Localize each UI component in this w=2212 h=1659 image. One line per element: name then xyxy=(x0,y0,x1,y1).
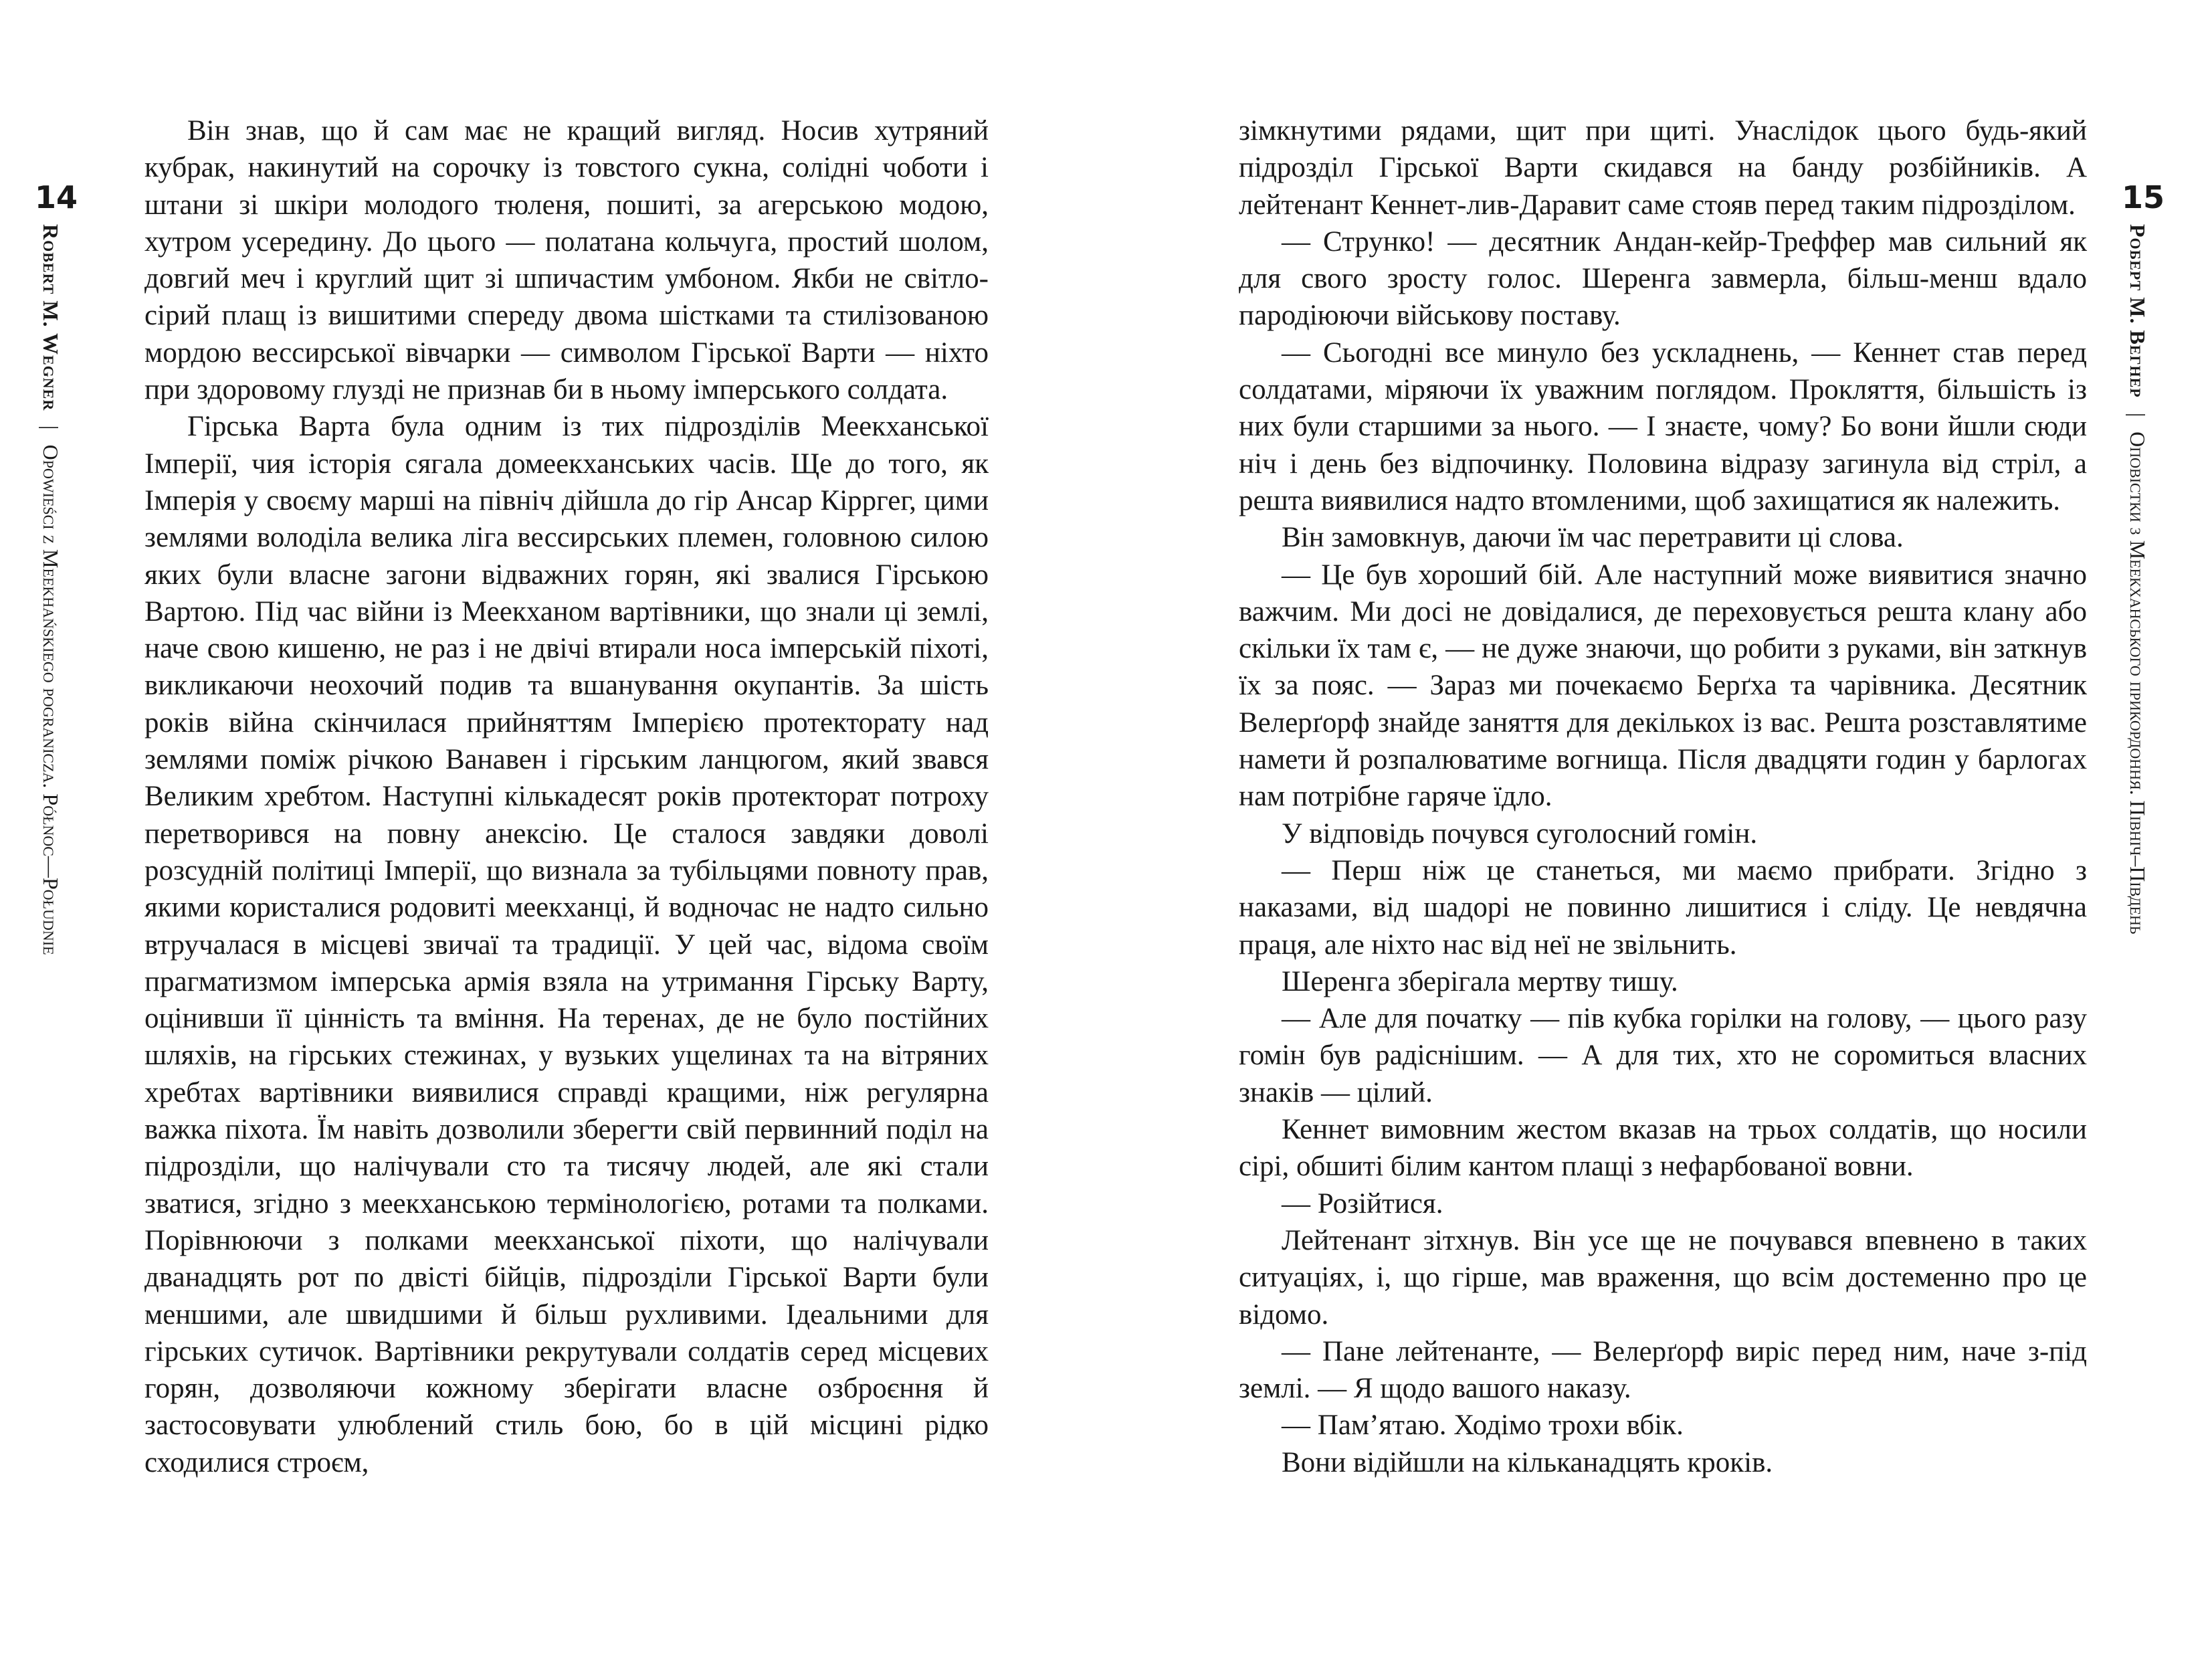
paragraph: — Але для початку — пів кубка горілки на голову, — цього разу гомін був радіснішим. — А для тих, хто не соромиться власних знаків — цілий. xyxy=(1239,1003,2087,1108)
paragraph: — Струнко! — десятник Андан-кейр-Треффер мав сильний як для свого зросту голос. Шеренга завмерла, більш-менш вдало пародіюючи військову поставу. xyxy=(1239,225,2087,332)
running-head-author: Роберт М. Вегнер xyxy=(2126,224,2150,398)
paragraph: У відповідь почувся суголосний гомін. xyxy=(1282,817,1758,850)
running-head-title: Opowieści z Meekhańskiego pogranicza. Północ—Południe xyxy=(39,444,63,955)
paragraph: Шеренга зберігала мертву тишу. xyxy=(1282,965,1678,997)
running-head-author: Robert M. Wegner xyxy=(39,224,63,411)
right-page xyxy=(1106,0,2212,1659)
paragraph-continued: зімкнутими рядами, щит при щиті. Унаслідок цього будь-який підрозділ Гірської Варти скидався на банду розбійників. А лейтенант Кеннет-лив-Даравит саме стояв перед таким підрозділом. xyxy=(1239,115,2087,221)
paragraph: Лейтенант зітхнув. Він усе ще не почувався впевнено в таких ситуаціях, і, що гірше, мав враження, що всім достеменно про це відомо. xyxy=(1239,1224,2087,1331)
paragraph: Він замовкнув, даючи їм час перетравити ці слова. xyxy=(1282,522,1904,554)
paragraph: — Пане лейтенанте, — Велерґорф виріс перед ним, наче з-під землі. — Я щодо вашого наказу. xyxy=(1239,1335,2087,1405)
running-head-separator: | xyxy=(2126,412,2150,417)
body-text xyxy=(144,112,989,1481)
paragraph: Вони відійшли на кільканадцять кроків. xyxy=(1282,1446,1773,1478)
paragraph: — Пам’ятаю. Ходімо трохи вбік. xyxy=(1282,1409,1684,1442)
paragraph: — Це був хороший бій. Але наступний може виявитися значно важчим. Ми досі не довідалися, де переховується решта клану або скільки їх там є, — не дуже знаючи, що робити з руками, він заткнув їх за пояс. — Зараз ми почекаємо Берґха та чарівника. Десятник Велерґорф знайде заняття для декількох із вас. Решта розставлятиме намети й розпалюватиме вогнища. Після двадцяти годин у барлогах нам потрібне гаряче їдло. xyxy=(1239,559,2087,813)
paragraph: — Сьогодні все минуло без ускладнень, — Кеннет став перед солдатами, міряючи їх уважним поглядом. Прокляття, більшість із них були старшими за нього. — І знаєте, чому? Бо вони йшли сюди ніч і день без відпочинку. Половина відразу загинула від стріл, а решта виявилися надто втомленими, щоб захищатися як належить. xyxy=(1239,336,2087,516)
paragraph: — Перш ніж це станеться, ми маємо прибрати. Згідно з наказами, від шадорі не повинно лишитися і сліду. Це невдячна праця, але ніхто нас від неї не звільнить. xyxy=(1239,854,2087,961)
running-head-title: Оповістки з Меекханського прикордоння. Північ–Південь xyxy=(2126,431,2150,935)
page-number: 14 xyxy=(35,179,78,215)
page-number: 15 xyxy=(2122,179,2165,215)
paragraph: Він знав, що й сам має не кращий вигляд. Носив хутряний кубрак, накинутий на сорочку із товстого сукна, солідні чоботи і штани зі шкіри молодого тюленя, пошиті, за агерською модою, хутром усередину. До цього — полатана кольчуга, простий шолом, довгий меч і круглий щит зі шпичастим умбоном. Якби не світло-сірий плащ із вишитими спереду двома шістками та стилізованою мордою вессирської вівчарки — символом Гірської Варти — ніхто при здоровому глузді не признав би в ньому імперського солдата. xyxy=(144,115,989,406)
body-text xyxy=(1239,112,2087,1481)
running-head xyxy=(2124,224,2151,935)
running-head-separator: | xyxy=(39,425,63,430)
paragraph: — Розійтися. xyxy=(1282,1187,1443,1219)
paragraph: Гірська Варта була одним із тих підрозділів Меекханської Імперії, чия історія сягала домеекханських часів. Ще до того, як Імперія у своєму марші на північ дійшла до гір Ансар Кірргег, цими землями володіла велика ліга вессирських племен, головною силою яких були власне загони відважних горян, які звалися Гірською Вартою. Під час війни із Меекханом вартівники, що знали ці землі, наче свою кишеню, не раз і не двічі втирали носа імперській піхоті, викликаючи неохочий подив та вшанування окупантів. За шість років війна скінчилася прийняттям Імперією протекторату над землями поміж річкою Ванавен і гірським ланцюгом, який звався Великим хребтом. Наступні кількадесят років протекторат потроху перетворився на повну анексію. Це сталося завдяки доволі розсудній політиці Імперії, що визнала за тубільцями повноту прав, якими користалися родовиті меекханці, й водночас не надто сильно втручалася в місцеві звичаї та традиції. У цей час, відома своїм прагматизмом імперська армія взяла на утримання Гірську Варту, оцінивши її цінність та вміння. На теренах, де не було постійних шляхів, на гірських стежинах, у вузьких ущелинах та на вітряних хребтах вартівники виявилися справді кращими, ніж регулярна важка піхота. Їм навіть дозволили зберегти свій первинний поділ на підрозділи, що налічували сто та тисячу людей, але які стали зватися, згідно з меекханською термінологією, ротами та полками. Порівнюючи з полками меекханської піхоти, що налічували дванадцять рот по двісті бійців, підрозділи Гірської Варти були меншими, але швидшими й більш рухливими. Ідеальними для гірських сутичок. Вартівники рекрутували солдатів серед місцевих горян, дозволяючи кожному зберігати власне озброєння й застосовувати улюблений стиль бою, бо в цій місцині рідко сходилися строєм, xyxy=(144,411,989,1478)
paragraph: Кеннет вимовним жестом вказав на трьох солдатів, що носили сірі, обшиті білим кантом плащі з нефарбованої вовни. xyxy=(1239,1114,2087,1183)
running-head xyxy=(37,224,64,955)
